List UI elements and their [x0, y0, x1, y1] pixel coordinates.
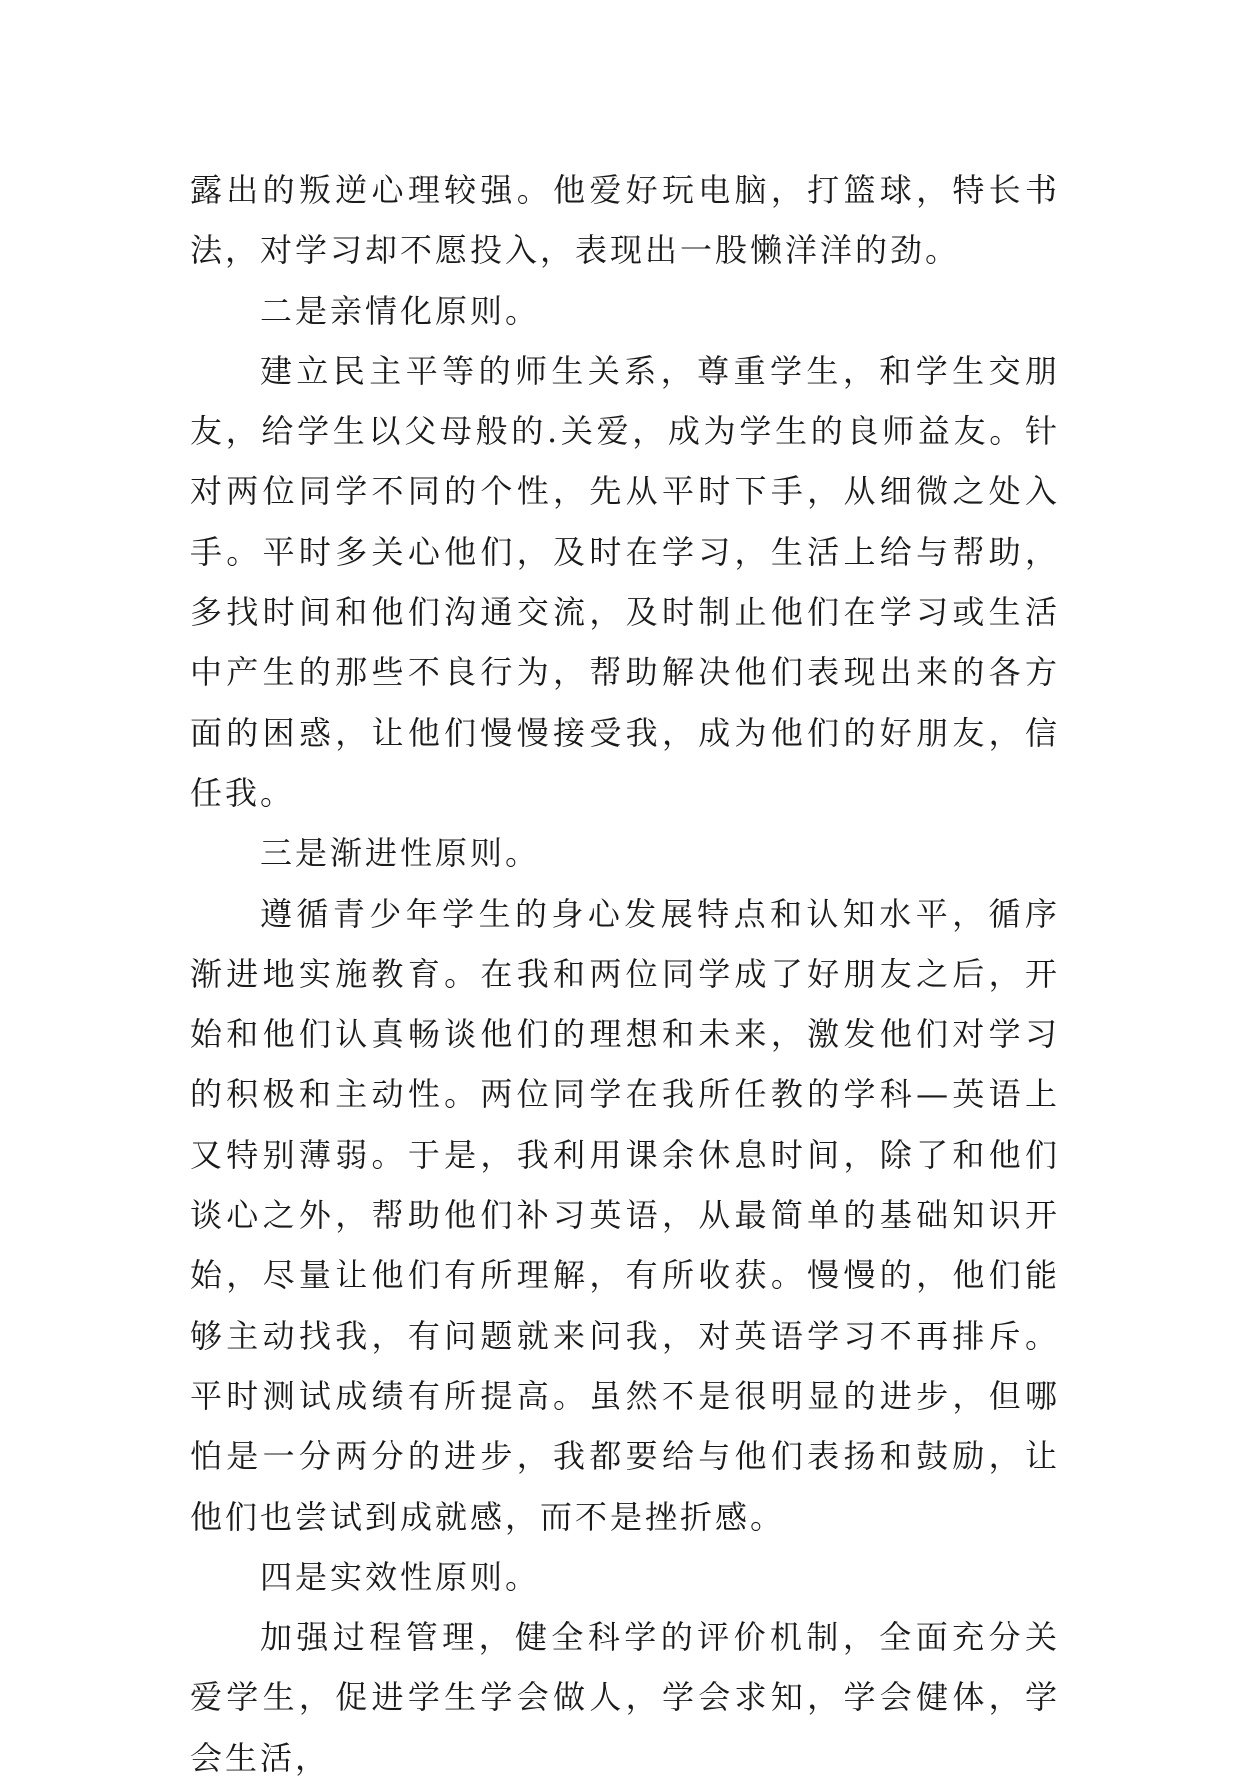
paragraph-continuation: 露出的叛逆心理较强。他爱好玩电脑，打篮球，特长书法，对学习却不愿投入，表现出一股懒洋洋的劲。	[190, 171, 1060, 270]
paragraph-body: 建立民主平等的师生关系，尊重学生，和学生交朋友，给学生以父母般的.关爱，成为学生的良师益友。针对两位同学不同的个性，先从平时下手，从细微之处入手。平时多关心他们，及时在学习，生活上给与帮助，多找时间和他们沟通交流，及时制止他们在学习或生活中产生的那些不良行为，帮助解决他们表现出来的各方面的困惑，让他们慢慢接受我，成为他们的好朋友，信任我。	[190, 351, 1060, 812]
paragraph-body: 遵循青少年学生的身心发展特点和认知水平，循序渐进地实施教育。在我和两位同学成了好朋友之后，开始和他们认真畅谈他们的理想和未来，激发他们对学习的积极和主动性。两位同学在我所任教的学科—英语上又特别薄弱。于是，我利用课余休息时间，除了和他们谈心之外，帮助他们补习英语，从最简单的基础知识开始，尽量让他们有所理解，有所收获。慢慢的，他们能够主动找我，有问题就来问我，对英语学习不再排斥。平时测试成绩有所提高。虽然不是很明显的进步，但哪怕是一分两分的进步，我都要给与他们表扬和鼓励，让他们也尝试到成就感，而不是挫折感。	[190, 894, 1060, 1536]
paragraph-body: 加强过程管理，健全科学的评价机制，全面充分关爱学生，促进学生学会做人，学会求知，学会健体，学会生活，	[190, 1618, 1060, 1777]
document-body	[190, 160, 1060, 1788]
section-heading-3: 三是渐进性原则。	[260, 834, 541, 873]
section-heading-2: 二是亲情化原则。	[260, 291, 541, 330]
section-heading-4: 四是实效性原则。	[260, 1557, 541, 1596]
